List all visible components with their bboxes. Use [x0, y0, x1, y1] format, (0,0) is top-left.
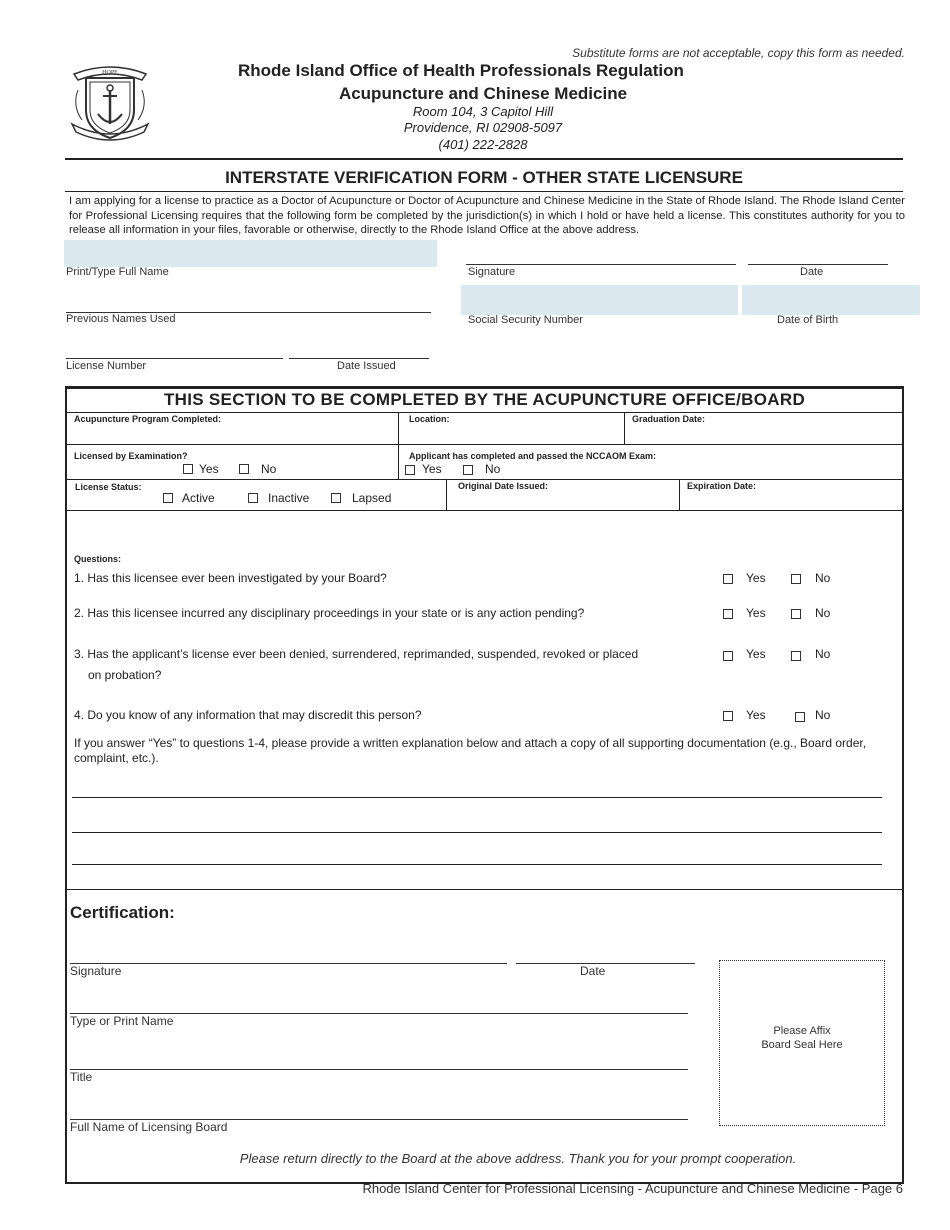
exam-no-label: No	[261, 462, 277, 476]
nccaom-label: Applicant has completed and passed the NCCAOM Exam:	[409, 451, 657, 461]
signature-line[interactable]	[466, 264, 736, 265]
q2-no-checkbox[interactable]	[791, 609, 801, 619]
dob-field[interactable]	[742, 285, 920, 315]
q3-no-label: No	[815, 647, 831, 661]
nccaom-yes-label: Yes	[422, 462, 442, 476]
substitute-note: Substitute forms are not acceptable, copy this form as needed.	[572, 46, 905, 60]
explanation-instructions: If you answer “Yes” to questions 1-4, please provide a written explanation below and attach a copy of all supporting documentation (e.g., Board order, complaint, etc.).	[74, 736, 867, 765]
original-date-label: Original Date Issued:	[458, 481, 549, 491]
svg-text:HOPE: HOPE	[102, 70, 118, 76]
status-inactive-checkbox[interactable]	[248, 493, 258, 503]
row-divider-2	[66, 444, 902, 445]
question-3: 3. Has the applicant’s license ever been denied, surrendered, reprimanded, suspended, revoked or placed	[74, 647, 639, 661]
q2-yes-checkbox[interactable]	[723, 609, 733, 619]
location-label: Location:	[409, 414, 450, 424]
anchor-seal-icon	[68, 60, 152, 144]
question-2: 2. Has this licensee incurred any disciplinary proceedings in your state or is any action pending?	[74, 606, 585, 620]
status-inactive-label: Inactive	[268, 491, 310, 505]
ssn-field[interactable]	[461, 285, 738, 315]
license-number-line[interactable]	[66, 358, 283, 359]
date-line[interactable]	[748, 264, 888, 265]
phone: (401) 222-2828	[438, 137, 528, 152]
seal-line-1: Please Affix	[773, 1025, 831, 1037]
board-section-title: THIS SECTION TO BE COMPLETED BY THE ACUPUNCTURE OFFICE/BOARD	[163, 390, 806, 409]
license-status-label: License Status:	[75, 482, 142, 492]
office-title: Rhode Island Office of Health Professionals Regulation	[238, 61, 684, 80]
previous-names-label: Previous Names Used	[66, 313, 176, 325]
certification-divider	[66, 889, 902, 890]
q4-no-label: No	[815, 708, 831, 722]
nccaom-no-checkbox[interactable]	[463, 465, 473, 475]
certification-heading: Certification:	[70, 903, 175, 922]
question-1: 1. Has this licensee ever been investigated by your Board?	[74, 571, 387, 585]
status-lapsed-checkbox[interactable]	[331, 493, 341, 503]
exam-yes-label: Yes	[199, 462, 219, 476]
row-divider-1	[66, 412, 902, 413]
program-title: Acupuncture and Chinese Medicine	[338, 84, 628, 103]
q1-no-checkbox[interactable]	[791, 574, 801, 584]
header-rule	[65, 158, 903, 160]
page-footer: Rhode Island Center for Professional Licensing - Acupuncture and Chinese Medicine - Page 6	[362, 1181, 903, 1196]
form-title: INTERSTATE VERIFICATION FORM - OTHER STATE LICENSURE	[225, 168, 743, 187]
q1-yes-label: Yes	[746, 571, 766, 585]
board-seal-box	[719, 960, 885, 1126]
status-active-label: Active	[182, 491, 215, 505]
graduation-date-label: Graduation Date:	[632, 414, 706, 424]
dob-label: Date of Birth	[777, 314, 839, 326]
full-name-label: Print/Type Full Name	[66, 266, 169, 278]
address-line-1: Room 104, 3 Capitol Hill	[412, 104, 554, 119]
program-completed-label: Acupuncture Program Completed:	[74, 414, 222, 424]
q1-yes-checkbox[interactable]	[723, 574, 733, 584]
intro-paragraph: I am applying for a license to practice as a Doctor of Acupuncture or Doctor of Acupuncture and Chinese Medicine in the State of Rhode Island. The Rhode Island Center for Professional Licensing requires that the following form be completed by the jurisdiction(s) in which I hold or have held a license. This constitutes authority for you to release all information in your files, favorable or otherwise, directly to the Rhode Island Office at the above address.	[69, 195, 905, 236]
q4-yes-checkbox[interactable]	[723, 711, 733, 721]
col-divider-2	[624, 412, 625, 444]
status-lapsed-label: Lapsed	[352, 491, 392, 505]
cert-date-label: Date	[580, 964, 606, 978]
cert-signature-label: Signature	[70, 964, 122, 978]
col-divider-4	[679, 479, 680, 510]
row-divider-4	[66, 510, 902, 511]
signature-label: Signature	[468, 266, 516, 278]
date-issued-label: Date Issued	[337, 360, 396, 372]
cert-title-label: Title	[70, 1070, 93, 1084]
license-number-label: License Number	[66, 360, 147, 372]
q4-no-checkbox[interactable]	[795, 712, 805, 722]
cert-date-line[interactable]	[516, 963, 695, 964]
cert-print-name-label: Type or Print Name	[70, 1014, 174, 1028]
date-issued-line[interactable]	[289, 358, 429, 359]
explanation-line-1[interactable]	[72, 797, 882, 798]
questions-heading: Questions:	[74, 554, 122, 564]
col-divider-3	[446, 479, 447, 510]
cert-board-name-label: Full Name of Licensing Board	[70, 1120, 228, 1134]
explanation-line-2[interactable]	[72, 832, 882, 833]
question-4: 4. Do you know of any information that may discredit this person?	[74, 708, 422, 722]
q3-no-checkbox[interactable]	[791, 651, 801, 661]
q2-yes-label: Yes	[746, 606, 766, 620]
cert-title-line[interactable]	[70, 1069, 688, 1070]
question-3-cont: on probation?	[88, 668, 162, 682]
cert-signature-line[interactable]	[70, 963, 507, 964]
q3-yes-label: Yes	[746, 647, 766, 661]
nccaom-no-label: No	[485, 462, 501, 476]
date-label: Date	[800, 266, 824, 278]
q4-yes-label: Yes	[746, 708, 766, 722]
title-rule	[65, 191, 903, 192]
nccaom-yes-checkbox[interactable]	[405, 465, 415, 475]
ssn-label: Social Security Number	[468, 314, 583, 326]
status-active-checkbox[interactable]	[163, 493, 173, 503]
q3-yes-checkbox[interactable]	[723, 651, 733, 661]
return-note: Please return directly to the Board at the above address. Thank you for your prompt cooperation.	[239, 1151, 797, 1166]
explanation-line-3[interactable]	[72, 864, 882, 865]
q1-no-label: No	[815, 571, 831, 585]
address-line-2: Providence, RI 02908-5097	[403, 120, 563, 135]
q2-no-label: No	[815, 606, 831, 620]
exam-no-checkbox[interactable]	[239, 464, 249, 474]
col-divider-1	[398, 412, 399, 479]
expiration-date-label: Expiration Date:	[687, 481, 757, 491]
state-seal	[68, 60, 152, 144]
full-name-field[interactable]	[64, 240, 437, 267]
exam-yes-checkbox[interactable]	[183, 464, 193, 474]
seal-line-2: Board Seal Here	[761, 1039, 843, 1051]
row-divider-3	[66, 479, 902, 480]
licensed-by-exam-label: Licensed by Examination?	[74, 451, 188, 461]
